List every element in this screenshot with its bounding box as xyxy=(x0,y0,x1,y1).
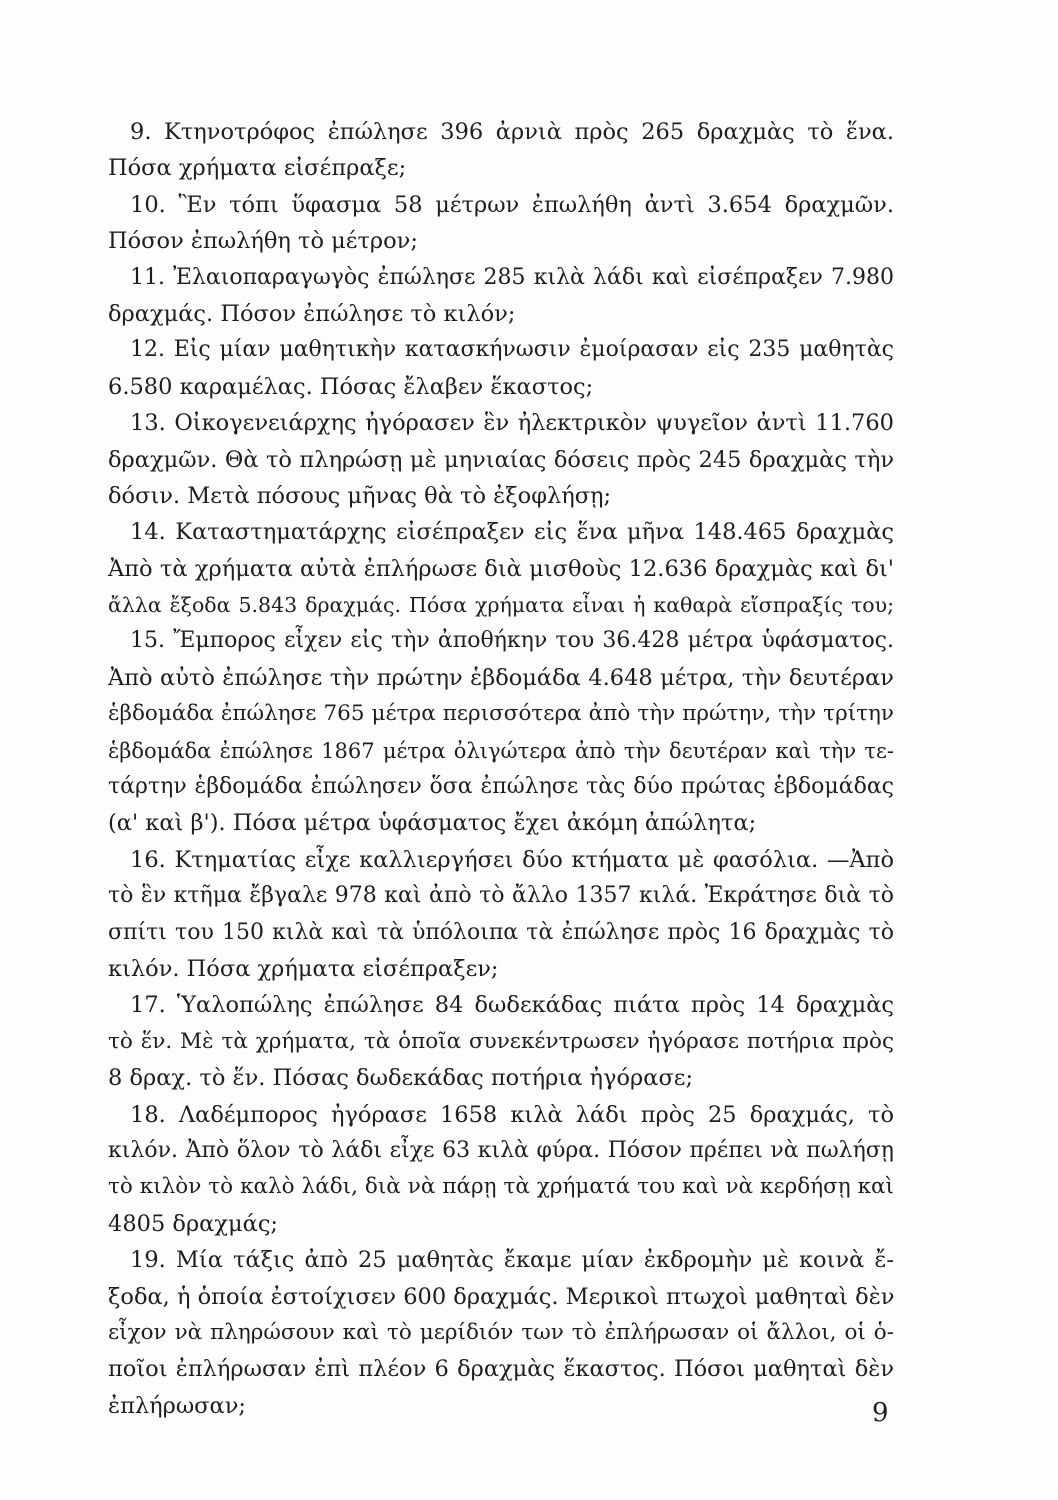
text-line: Ἀπὸ αὐτὸ ἐπώλησε τὴν πρώτην ἑβδομάδα 4.648 μέτρα, τὴν δευτέραν xyxy=(108,664,894,691)
text-line: δραχμῶν. Θὰ τὸ πληρώσῃ μὲ μηνιαίας δόσεις πρὸς 245 δραχμὰς τὴν xyxy=(108,446,894,473)
text-line: 11. Ἐλαιοπαραγωγὸς ἐπώλησε 285 κιλὰ λάδι καὶ εἰσέπραξεν 7.980 xyxy=(130,264,894,290)
text-line: 13. Οἰκογενειάρχης ἠγόρασεν ἓν ἠλεκτρικὸν ψυγεῖον ἀντὶ 11.760 xyxy=(130,410,894,437)
text-line: Ἀπὸ τὰ χρήματα αὐτὰ ἐπλήρωσε διὰ μισθοὺς 12.636 δραχμὰς καὶ δι' xyxy=(108,555,894,582)
text-line: ποῖοι ἐπλήρωσαν ἐπὶ πλέον 6 δραχμὰς ἕκαστος. Πόσοι μαθηταὶ δὲν xyxy=(108,1356,894,1383)
text-line: δόσιν. Μετὰ πόσους μῆνας θὰ τὸ ἐξοφλήσῃ; xyxy=(108,482,612,509)
text-line: σπίτι του 150 κιλὰ καὶ τὰ ὑπόλοιπα τὰ ἐπώλησε πρὸς 16 δραχμὰς τὸ xyxy=(108,919,894,945)
text-line: 15. Ἔμπορος εἶχεν εἰς τὴν ἀποθήκην του 36.428 μέτρα ὑφάσματος. xyxy=(130,628,894,654)
page-number: 9 xyxy=(872,1398,889,1428)
text-line: ἄλλα ἔξοδα 5.843 δραχμάς. Πόσα χρήματα εἶναι ἡ καθαρὰ εἴσπραξίς του; xyxy=(108,593,894,618)
text-line: κιλόν. Ἀπὸ ὅλον τὸ λάδι εἶχε 63 κιλὰ φύρα. Πόσον πρέπει νὰ πωλήσῃ xyxy=(108,1137,894,1163)
text-line: ἑβδομάδα ἐπώλησε 765 μέτρα περισσότερα ἀπὸ τὴν πρώτην, τὴν τρίτην xyxy=(108,701,894,727)
text-line: τὸ κιλὸν τὸ καλὸ λάδι, διὰ νὰ πάρῃ τὰ χρήματά του καὶ νὰ κερδήσῃ καὶ xyxy=(108,1174,894,1200)
text-line: 6.580 καραμέλας. Πόσας ἔλαβεν ἕκαστος; xyxy=(108,373,594,400)
text-line: δραχμάς. Πόσον ἐπώλησε τὸ κιλόν; xyxy=(108,300,516,327)
text-line: ἐπλήρωσαν; xyxy=(108,1392,246,1419)
text-line: Πόσον ἐπωλήθη τὸ μέτρον; xyxy=(108,228,418,255)
text-line: 19. Μία τάξις ἀπὸ 25 μαθητὰς ἔκαμε μίαν ἐκδρομὴν μὲ κοινὰ ἔ- xyxy=(130,1247,894,1274)
text-line: εἶχον νὰ πληρώσουν καὶ τὸ μερίδιόν των τὸ ἐπλήρωσαν οἱ ἄλλοι, οἱ ὁ- xyxy=(108,1319,894,1345)
text-line: 4805 δραχμάς; xyxy=(108,1210,279,1237)
text-line: 16. Κτηματίας εἶχε καλλιεργήσει δύο κτήματα μὲ φασόλια. —Ἀπὸ xyxy=(130,846,894,873)
text-line: (α' καὶ β'). Πόσα μέτρα ὑφάσματος ἔχει ἀκόμη ἀπώλητα; xyxy=(108,810,757,837)
text-line: 8 δραχ. τὸ ἕν. Πόσας δωδεκάδας ποτήρια ἠγόρασε; xyxy=(108,1065,694,1092)
text-line: 17. Ὑαλοπώλης ἐπώλησε 84 δωδεκάδας πιάτα πρὸς 14 δραχμὰς xyxy=(130,992,894,1019)
text-line: κιλόν. Πόσα χρήματα εἰσέπραξεν; xyxy=(108,955,499,982)
text-line: ξοδα, ἡ ὁποία ἐστοίχισεν 600 δραχμάς. Μερικοὶ πτωχοὶ μαθηταὶ δὲν xyxy=(108,1283,895,1310)
text-line: ἑβδομάδα ἐπώλησε 1867 μέτρα ὀλιγώτερα ἀπὸ τὴν δευτέραν καὶ τὴν τε- xyxy=(108,738,894,763)
text-line: Πόσα χρήματα εἰσέπραξε; xyxy=(108,155,407,182)
text-line: τὸ ἕν. Μὲ τὰ χρήματα, τὰ ὁποῖα συνεκέντρωσεν ἠγόρασε ποτήρια πρὸς xyxy=(108,1028,894,1054)
text-line: 12. Εἰς μίαν μαθητικὴν κατασκήνωσιν ἐμοίρασαν εἰς 235 μαθητὰς xyxy=(130,337,894,363)
text-line: 10. Ἓν τόπι ὕφασμα 58 μέτρων ἐπωλήθη ἀντὶ 3.654 δραχμῶν. xyxy=(130,191,894,218)
exercise-text xyxy=(108,114,894,1424)
text-line: τὸ ἓν κτῆμα ἔβγαλε 978 καὶ ἀπὸ τὸ ἄλλο 1357 κιλά. Ἐκράτησε διὰ τὸ xyxy=(108,883,894,909)
text-line: 9. Κτηνοτρόφος ἐπώλησε 396 ἀρνιὰ πρὸς 265 δραχμὰς τὸ ἕνα. xyxy=(130,119,894,145)
text-line: τάρτην ἑβδομάδα ἐπώλησεν ὅσα ἐπώλησε τὰς δύο πρώτας ἑβδομάδας xyxy=(108,774,894,800)
text-line: 18. Λαδέμπορος ἠγόρασε 1658 κιλὰ λάδι πρὸς 25 δραχμάς, τὸ xyxy=(130,1101,894,1128)
text-line: 14. Καταστηματάρχης εἰσέπραξεν εἰς ἕνα μῆνα 148.465 δραχμὰς xyxy=(130,519,894,546)
